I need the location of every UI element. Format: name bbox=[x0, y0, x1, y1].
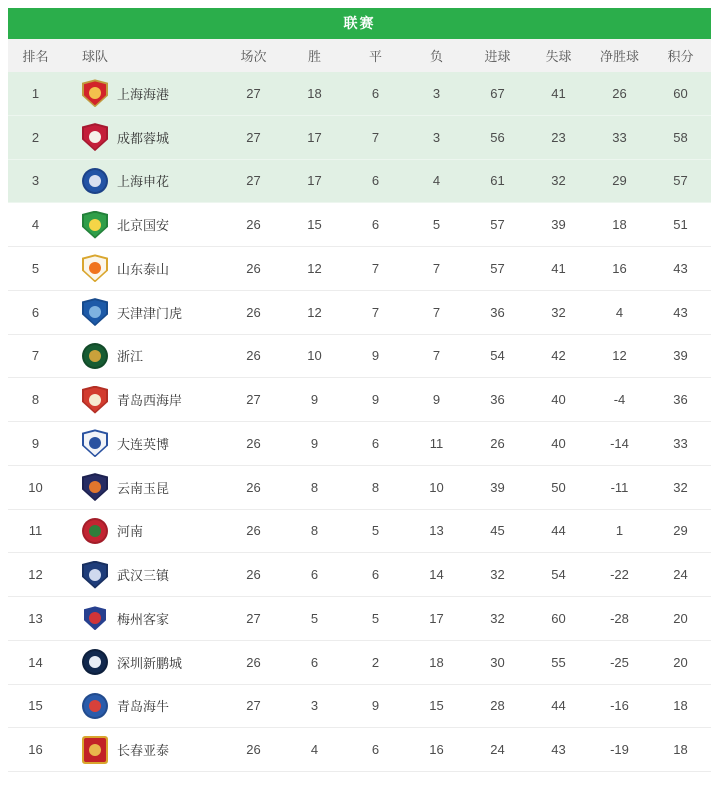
lost-cell: 4 bbox=[432, 173, 441, 189]
played-cell: 27 bbox=[246, 698, 261, 714]
goal-diff-cell: 1 bbox=[615, 523, 624, 539]
team-cell bbox=[63, 123, 223, 151]
table-row[interactable] bbox=[8, 685, 711, 729]
points-cell: 29 bbox=[673, 523, 688, 539]
lost-cell: 18 bbox=[429, 654, 444, 670]
rank-cell: 14 bbox=[28, 654, 43, 670]
team-name: 上海申花 bbox=[117, 174, 170, 190]
lost-cell: 9 bbox=[432, 392, 441, 408]
lost-cell: 7 bbox=[432, 260, 441, 276]
table-row[interactable] bbox=[8, 466, 711, 510]
dalian-yingbo-crest bbox=[82, 429, 108, 457]
lost-cell: 7 bbox=[432, 348, 441, 364]
goals-against-cell: 42 bbox=[551, 348, 566, 364]
column-header-1: 排名 bbox=[22, 49, 49, 64]
team-name: 北京国安 bbox=[117, 218, 170, 234]
lost-cell: 10 bbox=[429, 479, 444, 495]
drawn-cell: 5 bbox=[371, 610, 380, 626]
goals-against-cell: 44 bbox=[551, 523, 566, 539]
won-cell: 8 bbox=[310, 479, 319, 495]
shanghai-shenhua-crest bbox=[82, 168, 108, 194]
rank-cell: 15 bbox=[28, 698, 43, 714]
team-name: 长春亚泰 bbox=[117, 743, 170, 759]
drawn-cell: 8 bbox=[371, 479, 380, 495]
played-cell: 26 bbox=[246, 742, 261, 758]
played-cell: 26 bbox=[246, 654, 261, 670]
team-cell bbox=[63, 211, 223, 239]
played-cell: 26 bbox=[246, 260, 261, 276]
goals-against-cell: 40 bbox=[551, 435, 566, 451]
goals-for-cell: 26 bbox=[490, 435, 505, 451]
team-cell bbox=[63, 693, 223, 719]
shenzhen-peng-city-crest bbox=[82, 649, 108, 675]
points-cell: 58 bbox=[673, 129, 688, 145]
goals-for-cell: 30 bbox=[490, 654, 505, 670]
won-cell: 12 bbox=[307, 304, 322, 320]
rank-cell: 4 bbox=[31, 217, 40, 233]
lost-cell: 11 bbox=[429, 435, 444, 451]
played-cell: 27 bbox=[246, 129, 261, 145]
played-cell: 26 bbox=[246, 348, 261, 364]
table-row[interactable] bbox=[8, 641, 711, 685]
played-cell: 26 bbox=[246, 217, 261, 233]
lost-cell: 16 bbox=[429, 742, 444, 758]
played-cell: 26 bbox=[246, 435, 261, 451]
goal-diff-cell: 33 bbox=[612, 129, 627, 145]
points-cell: 32 bbox=[673, 479, 688, 495]
goal-diff-cell: -22 bbox=[610, 567, 629, 583]
goals-for-cell: 28 bbox=[490, 698, 505, 714]
team-cell bbox=[63, 473, 223, 501]
points-cell: 18 bbox=[673, 698, 688, 714]
points-cell: 20 bbox=[673, 610, 688, 626]
played-cell: 27 bbox=[246, 392, 261, 408]
yunnan-yukun-crest bbox=[82, 473, 108, 501]
won-cell: 6 bbox=[310, 567, 319, 583]
played-cell: 26 bbox=[246, 567, 261, 583]
column-header-10: 积分 bbox=[667, 49, 694, 64]
table-row[interactable] bbox=[8, 510, 711, 554]
goals-for-cell: 57 bbox=[490, 217, 505, 233]
rank-cell: 2 bbox=[31, 129, 40, 145]
points-cell: 39 bbox=[673, 348, 688, 364]
lost-cell: 5 bbox=[432, 217, 441, 233]
goals-against-cell: 39 bbox=[551, 217, 566, 233]
points-cell: 24 bbox=[673, 567, 688, 583]
table-row[interactable] bbox=[8, 728, 711, 772]
points-cell: 43 bbox=[673, 304, 688, 320]
lost-cell: 3 bbox=[432, 129, 441, 145]
meizhou-hakka-crest bbox=[82, 604, 108, 632]
rank-cell: 7 bbox=[31, 348, 40, 364]
team-name: 青岛海牛 bbox=[117, 699, 170, 715]
played-cell: 26 bbox=[246, 523, 261, 539]
table-row[interactable] bbox=[8, 116, 711, 160]
goal-diff-cell: 12 bbox=[612, 348, 627, 364]
rank-cell: 9 bbox=[31, 435, 40, 451]
drawn-cell: 9 bbox=[371, 392, 380, 408]
goal-diff-cell: -4 bbox=[613, 392, 626, 408]
tianjin-jinmen-tiger-crest bbox=[82, 298, 108, 326]
goal-diff-cell: 16 bbox=[612, 260, 627, 276]
drawn-cell: 5 bbox=[371, 523, 380, 539]
column-header-8: 失球 bbox=[545, 49, 572, 64]
lost-cell: 17 bbox=[429, 610, 444, 626]
goal-diff-cell: 18 bbox=[612, 217, 627, 233]
played-cell: 27 bbox=[246, 610, 261, 626]
points-cell: 18 bbox=[673, 742, 688, 758]
drawn-cell: 6 bbox=[371, 567, 380, 583]
zhejiang-crest bbox=[82, 343, 108, 369]
lost-cell: 14 bbox=[429, 567, 444, 583]
table-row[interactable] bbox=[8, 160, 711, 204]
played-cell: 26 bbox=[246, 304, 261, 320]
won-cell: 8 bbox=[310, 523, 319, 539]
changchun-yatai-crest bbox=[82, 736, 108, 764]
goals-for-cell: 56 bbox=[490, 129, 505, 145]
won-cell: 17 bbox=[307, 129, 322, 145]
drawn-cell: 7 bbox=[371, 129, 380, 145]
drawn-cell: 6 bbox=[371, 85, 380, 101]
table-row[interactable] bbox=[8, 291, 711, 335]
team-cell bbox=[63, 79, 223, 107]
drawn-cell: 9 bbox=[371, 698, 380, 714]
played-cell: 27 bbox=[246, 173, 261, 189]
goal-diff-cell: -19 bbox=[610, 742, 629, 758]
qingdao-hainiu-crest bbox=[82, 693, 108, 719]
goal-diff-cell: 4 bbox=[615, 304, 624, 320]
goals-against-cell: 54 bbox=[551, 567, 566, 583]
team-name: 浙江 bbox=[117, 349, 144, 365]
team-cell bbox=[63, 343, 223, 369]
table-header-row bbox=[8, 39, 711, 72]
won-cell: 5 bbox=[310, 610, 319, 626]
rank-cell: 5 bbox=[31, 260, 40, 276]
wuhan-three-towns-crest bbox=[82, 561, 108, 589]
team-name: 山东泰山 bbox=[117, 261, 170, 277]
goal-diff-cell: -28 bbox=[610, 610, 629, 626]
team-name: 成都蓉城 bbox=[117, 130, 170, 146]
team-name: 武汉三镇 bbox=[117, 568, 170, 584]
table-row[interactable] bbox=[8, 553, 711, 597]
points-cell: 20 bbox=[673, 654, 688, 670]
team-cell bbox=[63, 386, 223, 414]
column-header-4: 胜 bbox=[307, 49, 321, 64]
team-cell bbox=[63, 298, 223, 326]
won-cell: 9 bbox=[310, 435, 319, 451]
table-row[interactable] bbox=[8, 597, 711, 641]
team-name: 河南 bbox=[117, 524, 144, 540]
goals-against-cell: 60 bbox=[551, 610, 566, 626]
goals-against-cell: 32 bbox=[551, 173, 566, 189]
points-cell: 57 bbox=[673, 173, 688, 189]
drawn-cell: 9 bbox=[371, 348, 380, 364]
team-name: 大连英博 bbox=[117, 436, 170, 452]
team-cell bbox=[63, 518, 223, 544]
won-cell: 10 bbox=[307, 348, 322, 364]
rank-cell: 12 bbox=[28, 567, 43, 583]
goals-against-cell: 32 bbox=[551, 304, 566, 320]
goals-against-cell: 23 bbox=[551, 129, 566, 145]
goals-for-cell: 32 bbox=[490, 610, 505, 626]
rank-cell: 11 bbox=[28, 523, 43, 539]
table-row[interactable] bbox=[8, 422, 711, 466]
drawn-cell: 2 bbox=[371, 654, 380, 670]
drawn-cell: 6 bbox=[371, 173, 380, 189]
goals-against-cell: 43 bbox=[551, 742, 566, 758]
team-cell bbox=[63, 736, 223, 764]
goals-for-cell: 67 bbox=[490, 85, 505, 101]
points-cell: 51 bbox=[673, 217, 688, 233]
drawn-cell: 6 bbox=[371, 435, 380, 451]
lost-cell: 15 bbox=[429, 698, 444, 714]
won-cell: 17 bbox=[307, 173, 322, 189]
goals-for-cell: 45 bbox=[490, 523, 505, 539]
points-cell: 36 bbox=[673, 392, 688, 408]
goals-against-cell: 44 bbox=[551, 698, 566, 714]
won-cell: 9 bbox=[310, 392, 319, 408]
rank-cell: 3 bbox=[31, 173, 40, 189]
goals-for-cell: 36 bbox=[490, 392, 505, 408]
column-header-7: 进球 bbox=[484, 49, 511, 64]
column-header-3: 场次 bbox=[240, 49, 267, 64]
rank-cell: 6 bbox=[31, 304, 40, 320]
shanghai-port-crest bbox=[82, 79, 108, 107]
table-row[interactable] bbox=[8, 378, 711, 422]
column-header-6: 负 bbox=[429, 49, 443, 64]
team-cell bbox=[63, 649, 223, 675]
table-row[interactable] bbox=[8, 72, 711, 116]
team-name: 梅州客家 bbox=[117, 611, 170, 627]
lost-cell: 13 bbox=[429, 523, 444, 539]
team-cell bbox=[63, 561, 223, 589]
points-cell: 33 bbox=[673, 435, 688, 451]
table-row[interactable] bbox=[8, 203, 711, 247]
rank-cell: 1 bbox=[31, 85, 40, 101]
team-name: 深圳新鹏城 bbox=[117, 655, 183, 671]
goal-diff-cell: -14 bbox=[610, 435, 629, 451]
team-cell bbox=[63, 429, 223, 457]
shandong-taishan-crest bbox=[82, 254, 108, 282]
goal-diff-cell: -11 bbox=[610, 479, 629, 495]
team-name: 云南玉昆 bbox=[117, 480, 170, 496]
lost-cell: 3 bbox=[432, 85, 441, 101]
beijing-guoan-crest bbox=[82, 211, 108, 239]
league-title-bar: 联赛 bbox=[8, 8, 711, 39]
lost-cell: 7 bbox=[432, 304, 441, 320]
points-cell: 60 bbox=[673, 85, 688, 101]
goals-against-cell: 50 bbox=[551, 479, 566, 495]
column-header-5: 平 bbox=[368, 49, 382, 64]
rank-cell: 13 bbox=[28, 610, 43, 626]
team-cell bbox=[63, 604, 223, 632]
goals-for-cell: 61 bbox=[490, 173, 505, 189]
won-cell: 6 bbox=[310, 654, 319, 670]
table-body bbox=[8, 72, 711, 772]
goal-diff-cell: -16 bbox=[610, 698, 629, 714]
column-header-9: 净胜球 bbox=[599, 49, 639, 64]
chengdu-rongcheng-crest bbox=[82, 123, 108, 151]
drawn-cell: 7 bbox=[371, 304, 380, 320]
drawn-cell: 6 bbox=[371, 217, 380, 233]
played-cell: 26 bbox=[246, 479, 261, 495]
goals-for-cell: 39 bbox=[490, 479, 505, 495]
rank-cell: 8 bbox=[31, 392, 40, 408]
rank-cell: 16 bbox=[28, 742, 43, 758]
won-cell: 12 bbox=[307, 260, 322, 276]
goals-against-cell: 55 bbox=[551, 654, 566, 670]
goals-against-cell: 40 bbox=[551, 392, 566, 408]
goals-against-cell: 41 bbox=[551, 85, 566, 101]
goals-against-cell: 41 bbox=[551, 260, 566, 276]
goal-diff-cell: 29 bbox=[612, 173, 627, 189]
goals-for-cell: 36 bbox=[490, 304, 505, 320]
won-cell: 4 bbox=[310, 742, 319, 758]
qingdao-west-coast-crest bbox=[82, 386, 108, 414]
goal-diff-cell: 26 bbox=[612, 85, 627, 101]
won-cell: 15 bbox=[307, 217, 322, 233]
team-cell bbox=[63, 254, 223, 282]
goals-for-cell: 32 bbox=[490, 567, 505, 583]
table-row[interactable] bbox=[8, 247, 711, 291]
goals-for-cell: 24 bbox=[490, 742, 505, 758]
henan-crest bbox=[82, 518, 108, 544]
goal-diff-cell: -25 bbox=[610, 654, 629, 670]
played-cell: 27 bbox=[246, 85, 261, 101]
goals-for-cell: 57 bbox=[490, 260, 505, 276]
drawn-cell: 6 bbox=[371, 742, 380, 758]
team-cell bbox=[63, 168, 223, 194]
team-name: 上海海港 bbox=[117, 86, 170, 102]
column-header-2: 球队 bbox=[82, 49, 109, 64]
goals-for-cell: 54 bbox=[490, 348, 505, 364]
won-cell: 3 bbox=[310, 698, 319, 714]
team-name: 青岛西海岸 bbox=[117, 393, 183, 409]
points-cell: 43 bbox=[673, 260, 688, 276]
team-name: 天津津门虎 bbox=[117, 305, 183, 321]
rank-cell: 10 bbox=[28, 479, 43, 495]
won-cell: 18 bbox=[307, 85, 322, 101]
table-row[interactable] bbox=[8, 335, 711, 379]
drawn-cell: 7 bbox=[371, 260, 380, 276]
